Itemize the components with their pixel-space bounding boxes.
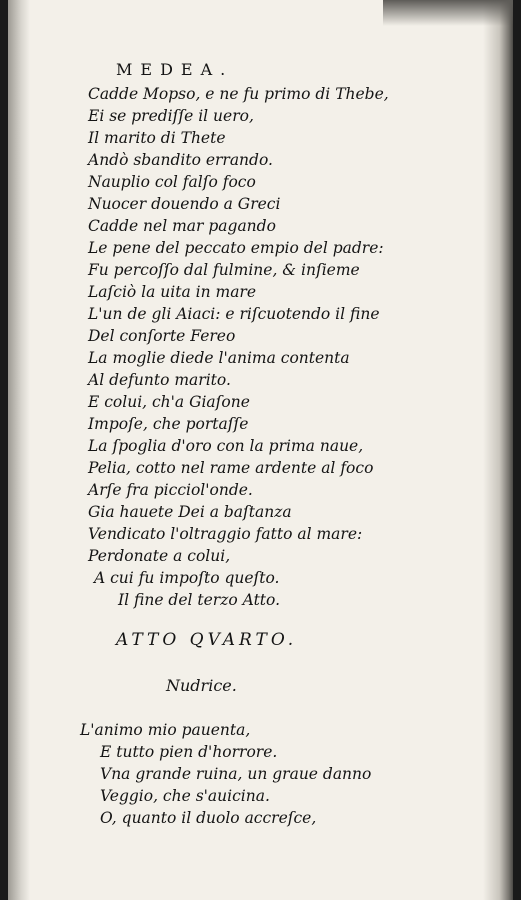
verse-line: O, quanto il duolo accreſce, bbox=[100, 809, 317, 827]
verse-line: Nuocer douendo a Greci bbox=[88, 195, 281, 213]
verse-line: E tutto pien d'horrore. bbox=[100, 743, 278, 761]
verse-line: La moglie diede l'anima contenta bbox=[88, 349, 350, 367]
verse-line: Cadde Mopso, e ne fu primo di Thebe, bbox=[88, 85, 389, 103]
verse-line: L'animo mio pauenta, bbox=[80, 721, 251, 739]
verse-line: Vendicato l'oltraggio fatto al mare: bbox=[88, 525, 363, 543]
verse-line: Arſe fra picciol'onde. bbox=[88, 481, 253, 499]
verse-line: Perdonate a colui, bbox=[88, 547, 231, 565]
verse-line: Impoſe, che portaſſe bbox=[88, 415, 249, 433]
verse-line: Ei se prediſſe il uero, bbox=[88, 107, 254, 125]
verse-line: Cadde nel mar pagando bbox=[88, 217, 276, 235]
verse-line: Andò sbandito errando. bbox=[88, 151, 273, 169]
act-title: ATTO QVARTO. bbox=[116, 630, 298, 650]
verse-line: La ſpoglia d'oro con la prima naue, bbox=[88, 437, 364, 455]
verse-line: E colui, ch'a Giaſone bbox=[88, 393, 250, 411]
verse-line: Laſciò la uita in mare bbox=[88, 283, 257, 301]
verse-line: Nauplio col falſo foco bbox=[88, 173, 256, 191]
verse-line: Gia hauete Dei a baſtanza bbox=[88, 503, 292, 521]
verse-line: Del conſorte Fereo bbox=[88, 327, 236, 345]
verse-line: Vna grande ruina, un graue danno bbox=[100, 765, 372, 783]
verse-line: Fu percoſſo dal fulmine, & inſieme bbox=[88, 261, 360, 279]
verse-line: L'un de gli Aiaci: e riſcuotendo il fine bbox=[88, 305, 380, 323]
verse-line: Pelia, cotto nel rame ardente al foco bbox=[88, 459, 374, 477]
verse-line: Veggio, che s'auicina. bbox=[100, 787, 270, 805]
verse-line: A cui fu impoſto queſto. bbox=[94, 569, 280, 587]
verse-line: Il marito di Thete bbox=[88, 129, 226, 147]
book-page bbox=[8, 0, 513, 900]
speaker-name: Nudrice. bbox=[166, 676, 237, 695]
verse-line: Al defunto marito. bbox=[88, 371, 231, 389]
act-end-line: Il fine del terzo Atto. bbox=[118, 591, 281, 609]
running-header: MEDEA. bbox=[116, 60, 234, 79]
page-text bbox=[8, 0, 513, 900]
verse-line: Le pene del peccato empio del padre: bbox=[88, 239, 384, 257]
